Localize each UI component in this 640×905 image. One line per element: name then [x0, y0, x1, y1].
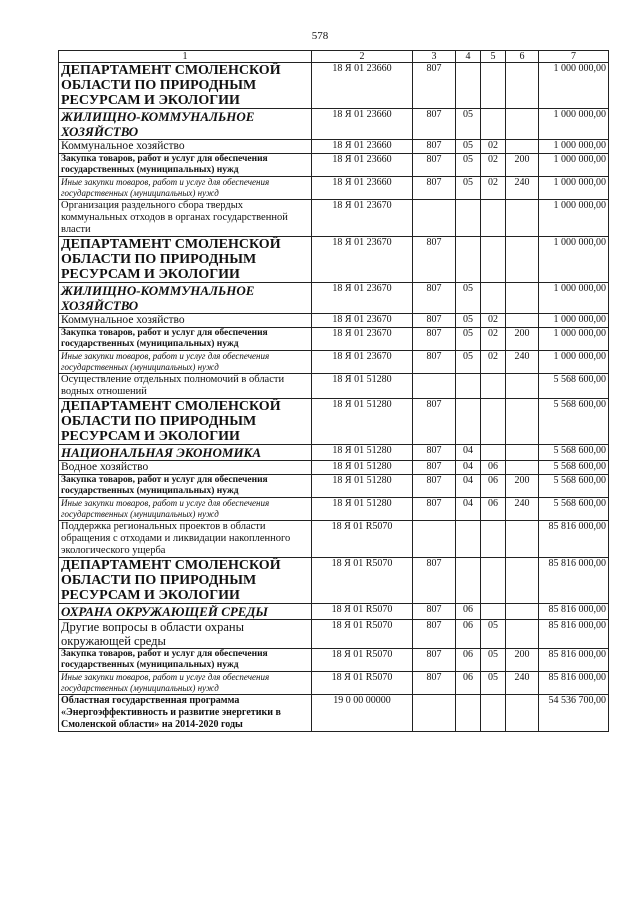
- row-code-cell: 18 Я 01 23670: [312, 328, 413, 351]
- table-row: [59, 140, 609, 154]
- row-name-cell: ДЕПАРТАМЕНТ СМОЛЕНСКОЙ ОБЛАСТИ ПО ПРИРОДНЫМ РЕСУРСАМ И ЭКОЛОГИИ: [59, 63, 312, 109]
- row-department-code-cell: 807: [413, 620, 456, 649]
- row-section-cell: [456, 374, 481, 399]
- budget-table: [58, 50, 609, 732]
- row-department-code-cell: 807: [413, 351, 456, 374]
- row-code-cell: 18 Я 01 R5070: [312, 620, 413, 649]
- row-name-cell: Водное хозяйство: [59, 461, 312, 475]
- row-code-cell: 18 Я 01 23660: [312, 140, 413, 154]
- row-code-cell: 18 Я 01 23670: [312, 314, 413, 328]
- row-name-cell: ДЕПАРТАМЕНТ СМОЛЕНСКОЙ ОБЛАСТИ ПО ПРИРОДНЫМ РЕСУРСАМ И ЭКОЛОГИИ: [59, 399, 312, 445]
- row-name-cell: ДЕПАРТАМЕНТ СМОЛЕНСКОЙ ОБЛАСТИ ПО ПРИРОДНЫМ РЕСУРСАМ И ЭКОЛОГИИ: [59, 558, 312, 604]
- row-expense-type-cell: [506, 140, 539, 154]
- row-amount-cell: 85 816 000,00: [539, 649, 609, 672]
- row-subsection-cell: [481, 374, 506, 399]
- row-name-cell: Иные закупки товаров, работ и услуг для обеспечения государственных (муниципальных) нужд: [59, 498, 312, 521]
- row-amount-cell: 5 568 600,00: [539, 498, 609, 521]
- row-subsection-cell: [481, 521, 506, 558]
- row-department-code-cell: 807: [413, 604, 456, 620]
- row-amount-cell: 1 000 000,00: [539, 154, 609, 177]
- row-section-cell: 05: [456, 314, 481, 328]
- row-expense-type-cell: 200: [506, 649, 539, 672]
- table-row: [59, 283, 609, 314]
- row-subsection-cell: 06: [481, 498, 506, 521]
- row-code-cell: 18 Я 01 23670: [312, 237, 413, 283]
- row-expense-type-cell: [506, 620, 539, 649]
- row-section-cell: 06: [456, 604, 481, 620]
- row-amount-cell: 1 000 000,00: [539, 351, 609, 374]
- row-subsection-cell: 02: [481, 351, 506, 374]
- row-subsection-cell: [481, 283, 506, 314]
- table-row: [59, 604, 609, 620]
- table-row: [59, 154, 609, 177]
- row-department-code-cell: 807: [413, 445, 456, 461]
- row-subsection-cell: [481, 604, 506, 620]
- header-cell: 3: [413, 51, 456, 63]
- row-expense-type-cell: [506, 374, 539, 399]
- row-amount-cell: 5 568 600,00: [539, 445, 609, 461]
- table-row: [59, 177, 609, 200]
- row-code-cell: 18 Я 01 23660: [312, 177, 413, 200]
- row-section-cell: 05: [456, 154, 481, 177]
- row-name-cell: Иные закупки товаров, работ и услуг для обеспечения государственных (муниципальных) нужд: [59, 351, 312, 374]
- row-amount-cell: 85 816 000,00: [539, 521, 609, 558]
- row-department-code-cell: 807: [413, 140, 456, 154]
- header-cell: 4: [456, 51, 481, 63]
- row-expense-type-cell: [506, 521, 539, 558]
- row-amount-cell: 85 816 000,00: [539, 672, 609, 695]
- row-section-cell: 04: [456, 445, 481, 461]
- row-subsection-cell: 02: [481, 328, 506, 351]
- row-expense-type-cell: [506, 604, 539, 620]
- table-row: [59, 351, 609, 374]
- row-code-cell: 18 Я 01 23660: [312, 63, 413, 109]
- row-code-cell: 18 Я 01 51280: [312, 498, 413, 521]
- table-row: [59, 374, 609, 399]
- row-subsection-cell: [481, 63, 506, 109]
- row-section-cell: [456, 399, 481, 445]
- table-row: [59, 314, 609, 328]
- table-row: [59, 200, 609, 237]
- header-cell: 2: [312, 51, 413, 63]
- row-section-cell: [456, 63, 481, 109]
- row-section-cell: 05: [456, 140, 481, 154]
- row-department-code-cell: 807: [413, 399, 456, 445]
- row-code-cell: 18 Я 01 51280: [312, 374, 413, 399]
- row-code-cell: 18 Я 01 R5070: [312, 558, 413, 604]
- row-subsection-cell: [481, 558, 506, 604]
- row-name-cell: Иные закупки товаров, работ и услуг для обеспечения государственных (муниципальных) нужд: [59, 672, 312, 695]
- table-row: [59, 620, 609, 649]
- row-department-code-cell: 807: [413, 177, 456, 200]
- row-code-cell: 18 Я 01 51280: [312, 461, 413, 475]
- row-department-code-cell: [413, 374, 456, 399]
- table-row: [59, 237, 609, 283]
- row-code-cell: 18 Я 01 23670: [312, 351, 413, 374]
- budget-table-body: [59, 51, 609, 732]
- row-amount-cell: 1 000 000,00: [539, 314, 609, 328]
- row-subsection-cell: [481, 695, 506, 732]
- row-expense-type-cell: [506, 63, 539, 109]
- row-expense-type-cell: 200: [506, 154, 539, 177]
- row-section-cell: [456, 200, 481, 237]
- row-name-cell: Осуществление отдельных полномочий в области водных отношений: [59, 374, 312, 399]
- row-amount-cell: 1 000 000,00: [539, 283, 609, 314]
- row-department-code-cell: [413, 695, 456, 732]
- table-row: [59, 445, 609, 461]
- header-cell: 7: [539, 51, 609, 63]
- table-row: [59, 558, 609, 604]
- row-name-cell: НАЦИОНАЛЬНАЯ ЭКОНОМИКА: [59, 445, 312, 461]
- row-amount-cell: 5 568 600,00: [539, 399, 609, 445]
- row-subsection-cell: 02: [481, 154, 506, 177]
- row-department-code-cell: [413, 200, 456, 237]
- row-subsection-cell: 06: [481, 461, 506, 475]
- row-name-cell: ДЕПАРТАМЕНТ СМОЛЕНСКОЙ ОБЛАСТИ ПО ПРИРОДНЫМ РЕСУРСАМ И ЭКОЛОГИИ: [59, 237, 312, 283]
- row-section-cell: 04: [456, 498, 481, 521]
- row-section-cell: [456, 695, 481, 732]
- row-code-cell: 18 Я 01 23670: [312, 283, 413, 314]
- row-amount-cell: 1 000 000,00: [539, 177, 609, 200]
- row-subsection-cell: 02: [481, 314, 506, 328]
- page-number: 578: [311, 30, 329, 42]
- row-department-code-cell: 807: [413, 475, 456, 498]
- row-section-cell: [456, 237, 481, 283]
- row-amount-cell: 5 568 600,00: [539, 475, 609, 498]
- row-expense-type-cell: [506, 558, 539, 604]
- table-row: [59, 328, 609, 351]
- row-section-cell: [456, 558, 481, 604]
- row-name-cell: Закупка товаров, работ и услуг для обеспечения государственных (муниципальных) нужд: [59, 154, 312, 177]
- row-expense-type-cell: 200: [506, 475, 539, 498]
- row-name-cell: Другие вопросы в области охраны окружающей среды: [59, 620, 312, 649]
- row-department-code-cell: 807: [413, 283, 456, 314]
- row-name-cell: Коммунальное хозяйство: [59, 314, 312, 328]
- row-name-cell: ЖИЛИЩНО-КОММУНАЛЬНОЕ ХОЗЯЙСТВО: [59, 109, 312, 140]
- row-section-cell: 06: [456, 672, 481, 695]
- row-department-code-cell: [413, 521, 456, 558]
- row-expense-type-cell: [506, 461, 539, 475]
- row-subsection-cell: 05: [481, 672, 506, 695]
- row-name-cell: Организация раздельного сбора твердых коммунальных отходов в органах государственной власти: [59, 200, 312, 237]
- row-section-cell: 05: [456, 177, 481, 200]
- row-subsection-cell: 02: [481, 140, 506, 154]
- row-amount-cell: 1 000 000,00: [539, 237, 609, 283]
- row-amount-cell: 5 568 600,00: [539, 374, 609, 399]
- row-name-cell: ОХРАНА ОКРУЖАЮЩЕЙ СРЕДЫ: [59, 604, 312, 620]
- row-section-cell: 06: [456, 620, 481, 649]
- row-subsection-cell: [481, 109, 506, 140]
- row-department-code-cell: 807: [413, 498, 456, 521]
- row-amount-cell: 85 816 000,00: [539, 558, 609, 604]
- row-section-cell: 05: [456, 351, 481, 374]
- header-cell: 6: [506, 51, 539, 63]
- row-department-code-cell: 807: [413, 314, 456, 328]
- row-name-cell: Закупка товаров, работ и услуг для обеспечения государственных (муниципальных) нужд: [59, 475, 312, 498]
- row-name-cell: ЖИЛИЩНО-КОММУНАЛЬНОЕ ХОЗЯЙСТВО: [59, 283, 312, 314]
- row-expense-type-cell: [506, 109, 539, 140]
- row-subsection-cell: [481, 237, 506, 283]
- header-cell: 1: [59, 51, 312, 63]
- row-section-cell: 05: [456, 109, 481, 140]
- row-expense-type-cell: 200: [506, 328, 539, 351]
- row-department-code-cell: 807: [413, 237, 456, 283]
- row-expense-type-cell: [506, 283, 539, 314]
- table-row: [59, 63, 609, 109]
- table-row: [59, 649, 609, 672]
- row-subsection-cell: 05: [481, 649, 506, 672]
- row-name-cell: Иные закупки товаров, работ и услуг для обеспечения государственных (муниципальных) нужд: [59, 177, 312, 200]
- row-section-cell: [456, 521, 481, 558]
- row-expense-type-cell: 240: [506, 177, 539, 200]
- table-row: [59, 521, 609, 558]
- table-row: [59, 399, 609, 445]
- row-name-cell: Закупка товаров, работ и услуг для обеспечения государственных (муниципальных) нужд: [59, 649, 312, 672]
- row-expense-type-cell: [506, 445, 539, 461]
- row-department-code-cell: 807: [413, 328, 456, 351]
- row-expense-type-cell: [506, 399, 539, 445]
- row-amount-cell: 85 816 000,00: [539, 604, 609, 620]
- row-expense-type-cell: [506, 237, 539, 283]
- row-section-cell: 04: [456, 461, 481, 475]
- row-code-cell: 18 Я 01 R5070: [312, 604, 413, 620]
- row-section-cell: 04: [456, 475, 481, 498]
- header-cell: 5: [481, 51, 506, 63]
- row-department-code-cell: 807: [413, 649, 456, 672]
- row-subsection-cell: [481, 399, 506, 445]
- row-subsection-cell: 05: [481, 620, 506, 649]
- row-expense-type-cell: 240: [506, 498, 539, 521]
- row-expense-type-cell: [506, 200, 539, 237]
- row-name-cell: Поддержка региональных проектов в области обращения с отходами и ликвидации накопленного экологического ущерба: [59, 521, 312, 558]
- row-amount-cell: 54 536 700,00: [539, 695, 609, 732]
- table-row: [59, 672, 609, 695]
- row-expense-type-cell: [506, 314, 539, 328]
- row-department-code-cell: 807: [413, 558, 456, 604]
- row-amount-cell: 1 000 000,00: [539, 140, 609, 154]
- row-section-cell: 05: [456, 283, 481, 314]
- row-amount-cell: 85 816 000,00: [539, 620, 609, 649]
- row-section-cell: 06: [456, 649, 481, 672]
- row-name-cell: Закупка товаров, работ и услуг для обеспечения государственных (муниципальных) нужд: [59, 328, 312, 351]
- row-subsection-cell: 02: [481, 177, 506, 200]
- row-department-code-cell: 807: [413, 154, 456, 177]
- row-expense-type-cell: [506, 695, 539, 732]
- row-code-cell: 18 Я 01 R5070: [312, 672, 413, 695]
- row-name-cell: Областная государственная программа «Энергоэффективность и развитие энергетики в Смоленской области» на 2014-2020 годы: [59, 695, 312, 732]
- table-row: [59, 475, 609, 498]
- row-subsection-cell: [481, 200, 506, 237]
- row-department-code-cell: 807: [413, 109, 456, 140]
- row-amount-cell: 1 000 000,00: [539, 63, 609, 109]
- table-row: [59, 109, 609, 140]
- row-amount-cell: 1 000 000,00: [539, 328, 609, 351]
- row-code-cell: 18 Я 01 51280: [312, 399, 413, 445]
- row-expense-type-cell: 240: [506, 351, 539, 374]
- row-section-cell: 05: [456, 328, 481, 351]
- row-expense-type-cell: 240: [506, 672, 539, 695]
- row-code-cell: 18 Я 01 R5070: [312, 649, 413, 672]
- row-code-cell: 18 Я 01 51280: [312, 475, 413, 498]
- table-row: [59, 695, 609, 732]
- row-amount-cell: 1 000 000,00: [539, 200, 609, 237]
- row-subsection-cell: [481, 445, 506, 461]
- row-code-cell: 18 Я 01 23660: [312, 109, 413, 140]
- row-code-cell: 18 Я 01 23660: [312, 154, 413, 177]
- row-department-code-cell: 807: [413, 461, 456, 475]
- row-amount-cell: 5 568 600,00: [539, 461, 609, 475]
- row-department-code-cell: 807: [413, 63, 456, 109]
- table-row: [59, 461, 609, 475]
- row-code-cell: 18 Я 01 23670: [312, 200, 413, 237]
- row-code-cell: 18 Я 01 51280: [312, 445, 413, 461]
- table-row: [59, 498, 609, 521]
- row-code-cell: 19 0 00 00000: [312, 695, 413, 732]
- table-header-row: [59, 51, 609, 63]
- row-amount-cell: 1 000 000,00: [539, 109, 609, 140]
- row-department-code-cell: 807: [413, 672, 456, 695]
- row-code-cell: 18 Я 01 R5070: [312, 521, 413, 558]
- row-subsection-cell: 06: [481, 475, 506, 498]
- row-name-cell: Коммунальное хозяйство: [59, 140, 312, 154]
